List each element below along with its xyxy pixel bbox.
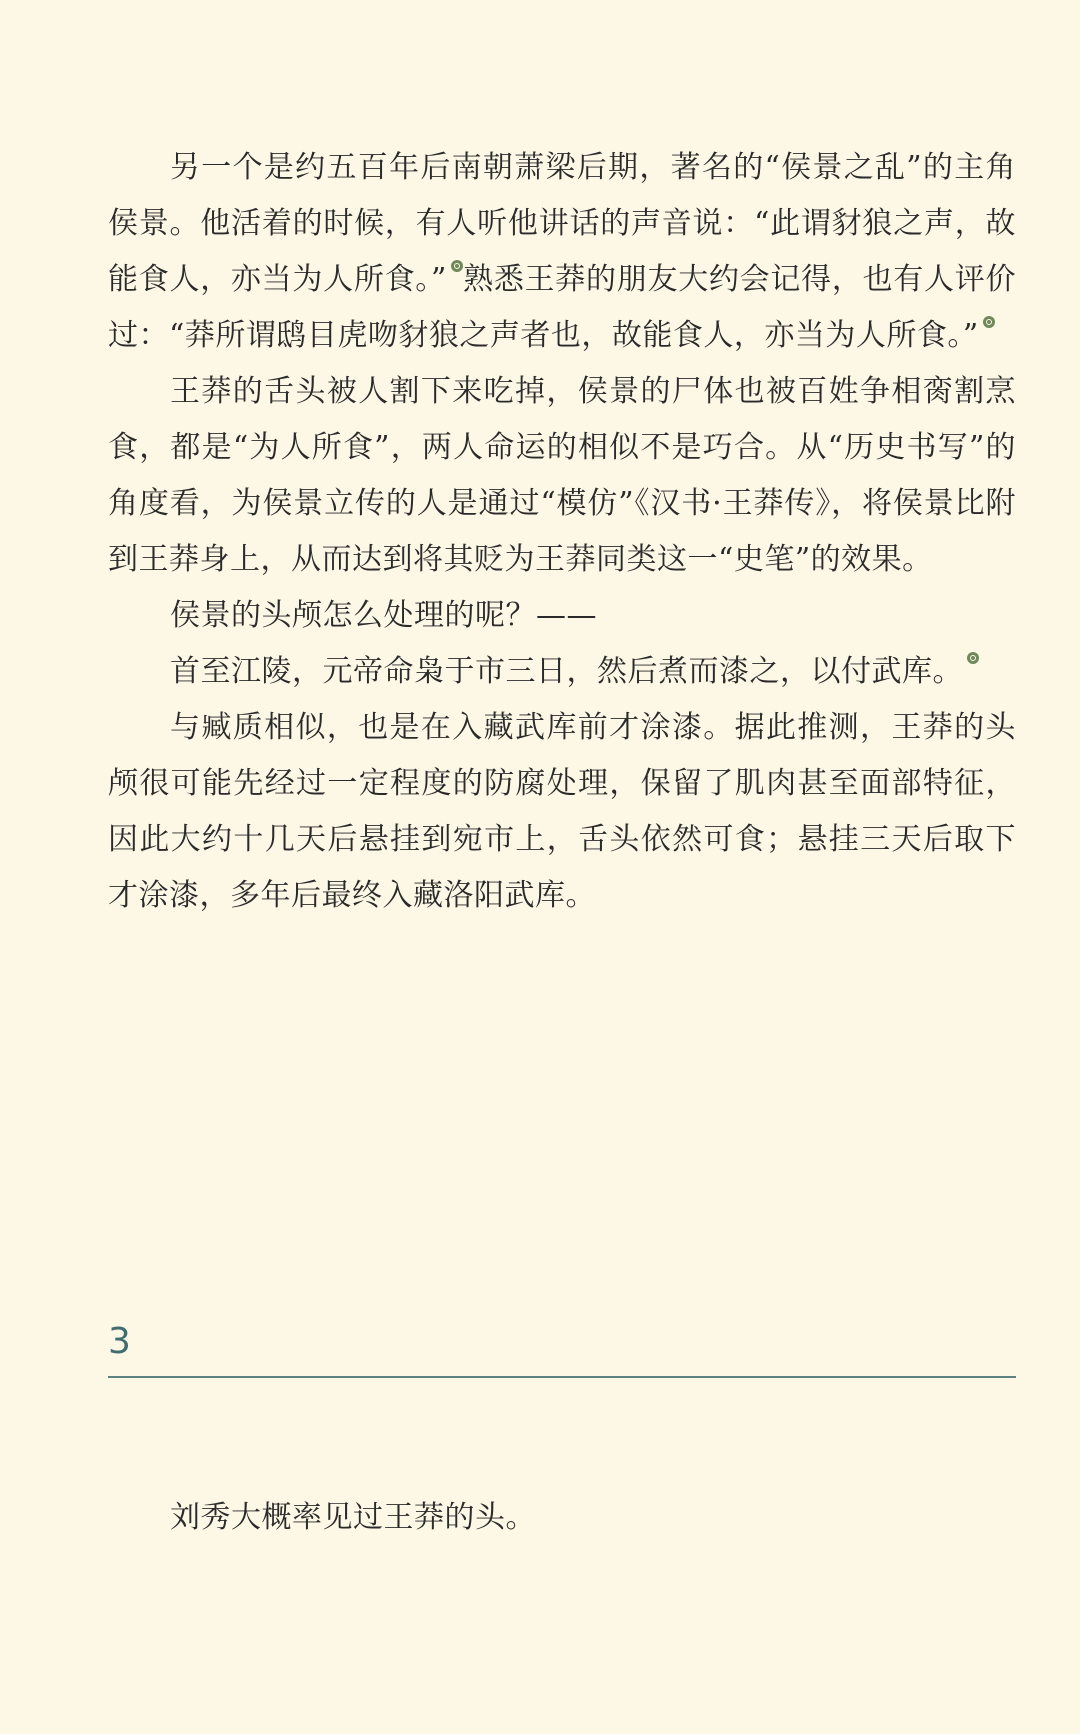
section-body	[108, 1490, 1016, 1546]
paragraph-text: 刘秀大概率见过王莽的头。	[170, 1500, 536, 1535]
paragraph-fate-comparison	[108, 364, 1016, 588]
paragraph-quotation	[108, 644, 1016, 700]
paragraph-text: 首至江陵，元帝命枭于市三日，然后煮而漆之，以付武库。	[170, 654, 963, 689]
section-number: 3	[108, 1321, 131, 1362]
paragraph-section-opening	[108, 1490, 1016, 1546]
section-header	[108, 1318, 1016, 1378]
section-divider	[108, 1376, 1016, 1378]
paragraph-text: 王莽的舌头被人割下来吃掉，侯景的尸体也被百姓争相脔割烹食，都是“为人所食”，两人命运的相似不是巧合。从“历史书写”的角度看，为侯景立传的人是通过“模仿”《汉书·王莽传》，将侯景比附到王莽身上，从而达到将其贬为王莽同类这一“史笔”的效果。	[108, 374, 1016, 577]
article-body	[108, 140, 1016, 924]
paragraph-text: 侯景的头颅怎么处理的呢？——	[170, 598, 597, 633]
footnote-marker-icon[interactable]	[967, 652, 979, 664]
paragraph-text: 熟悉王莽的朋友大约会记得，也有人评价过：“莽所谓鸱目虎吻豺狼之声者也，故能食人，亦当为人所食。”	[108, 262, 1017, 353]
paragraph-text: 另一个是约五百年后南朝萧梁后期，著名的“侯景之乱”的主角侯景。他活着的时候，有人听他讲话的声音说：“此谓豺狼之声，故能食人，亦当为人所食。”	[108, 150, 1016, 297]
paragraph-inference	[108, 700, 1016, 924]
paragraph-question	[108, 588, 1016, 644]
footnote-marker-icon[interactable]	[451, 260, 463, 272]
paragraph-hou-jing-intro	[108, 140, 1016, 364]
footnote-marker-icon[interactable]	[983, 316, 995, 328]
paragraph-text: 与臧质相似，也是在入藏武库前才涂漆。据此推测，王莽的头颅很可能先经过一定程度的防腐处理，保留了肌肉甚至面部特征，因此大约十几天后悬挂到宛市上，舌头依然可食；悬挂三天后取下才涂漆，多年后最终入藏洛阳武库。	[108, 710, 1016, 913]
